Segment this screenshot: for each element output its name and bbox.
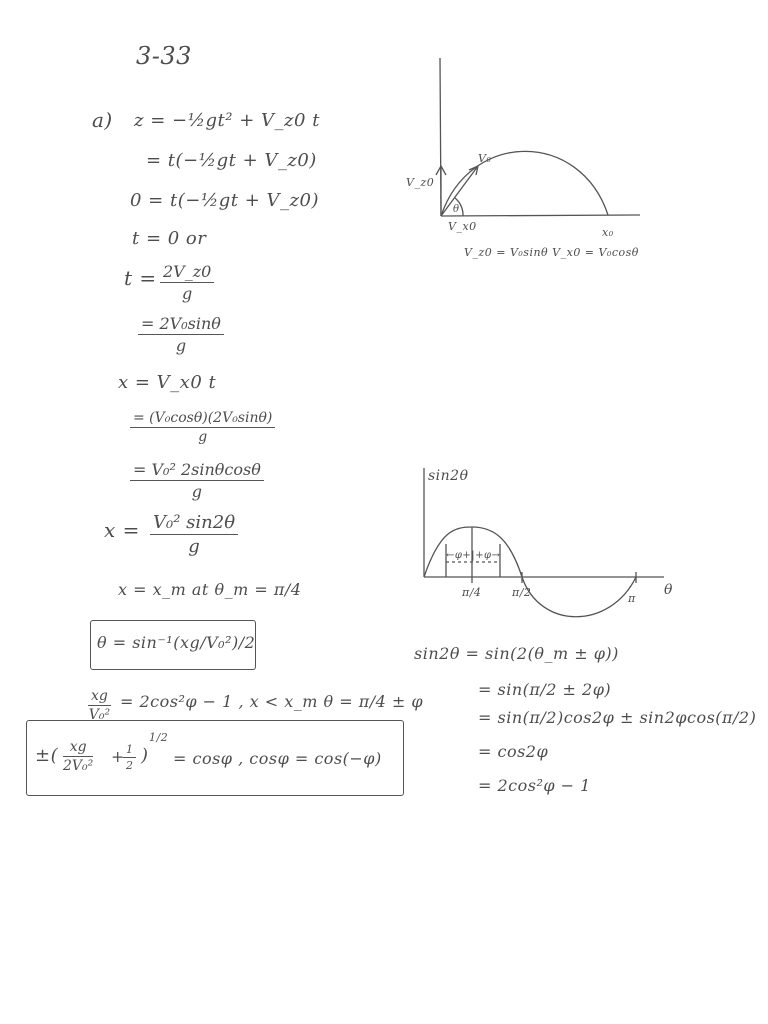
right-line-2: = sin(π/2 ± 2φ)	[478, 680, 612, 699]
x-equation: x = V_x0 t	[118, 372, 217, 393]
cos-relation: = 2cos²φ − 1 , x < x_m θ = π/4 ± φ	[120, 692, 424, 711]
boxed-final-pm: ±(	[35, 745, 59, 766]
vz0-label: V_z0	[406, 176, 435, 189]
x-double-angle-denominator: g	[191, 482, 203, 501]
tick-pi-label: π	[628, 592, 636, 605]
x-double-angle-numerator: = V₀² 2sinθcosθ	[130, 460, 264, 481]
boxed-final-plus: +	[111, 747, 125, 766]
part-label: a)	[92, 108, 113, 132]
right-line-4: = cos2φ	[478, 742, 549, 761]
boxed-theta-text: θ = sin⁻¹(xg/V₀²)/2	[97, 633, 256, 652]
right-line-3: = sin(π/2)cos2φ ± sin2φcos(π/2)	[478, 708, 757, 727]
x-product-denominator: g	[198, 429, 208, 445]
z-equation: z = −½gt² + V_z0 t	[134, 110, 320, 131]
boxed-final-close: )	[141, 745, 149, 766]
t-denominator: g	[182, 284, 193, 303]
t-zero-line: t = 0 or	[132, 228, 207, 249]
x-result-numerator: V₀² sin2θ	[150, 512, 238, 535]
x0-label: x₀	[602, 226, 614, 239]
phi-labels: ←φ+|+φ→	[446, 550, 501, 561]
x-result-prefix: x =	[104, 518, 140, 542]
vx0-label: V_x0	[448, 220, 477, 233]
v0sq-denominator: V₀²	[88, 707, 111, 723]
t-numerator: 2V_z0	[160, 262, 214, 283]
z-factored: = t(−½gt + V_z0)	[146, 150, 317, 171]
boxed-final-half-denominator: 2	[126, 759, 133, 772]
xg-numerator: xg	[88, 688, 111, 706]
problem-number: 3-33	[136, 42, 192, 70]
t-sin-numerator: = 2V₀sinθ	[138, 314, 224, 335]
boxed-final-denominator: 2V₀²	[63, 758, 94, 774]
right-line-5: = 2cos²φ − 1	[478, 776, 591, 795]
zero-equation: 0 = t(−½gt + V_z0)	[130, 190, 319, 211]
boxed-final-numerator: xg	[63, 739, 93, 757]
xm-line: x = x_m at θ_m = π/4	[118, 580, 302, 599]
sine-xlabel: θ	[664, 582, 673, 598]
tick-pi2-label: π/2	[512, 586, 532, 599]
x-result-denominator: g	[188, 536, 200, 557]
boxed-final-exponent: 1/2	[149, 731, 169, 744]
boxed-final-rest: = cosφ , cosφ = cos(−φ)	[173, 749, 382, 768]
right-line-1: sin2θ = sin(2(θ_m ± φ))	[414, 644, 619, 663]
boxed-final-half-numerator: 1	[123, 743, 136, 758]
t-prefix: t =	[124, 266, 157, 290]
theta-label: θ	[453, 204, 460, 215]
x-product-numerator: = (V₀cosθ)(2V₀sinθ)	[130, 410, 275, 428]
sine-ylabel: sin2θ	[428, 468, 469, 484]
components-caption: V_z0 = V₀sinθ V_x0 = V₀cosθ	[464, 246, 639, 259]
tick-pi4-label: π/4	[462, 586, 482, 599]
v0-label: V₀	[478, 152, 492, 165]
t-sin-denominator: g	[175, 336, 187, 355]
sine-curve	[424, 527, 636, 617]
